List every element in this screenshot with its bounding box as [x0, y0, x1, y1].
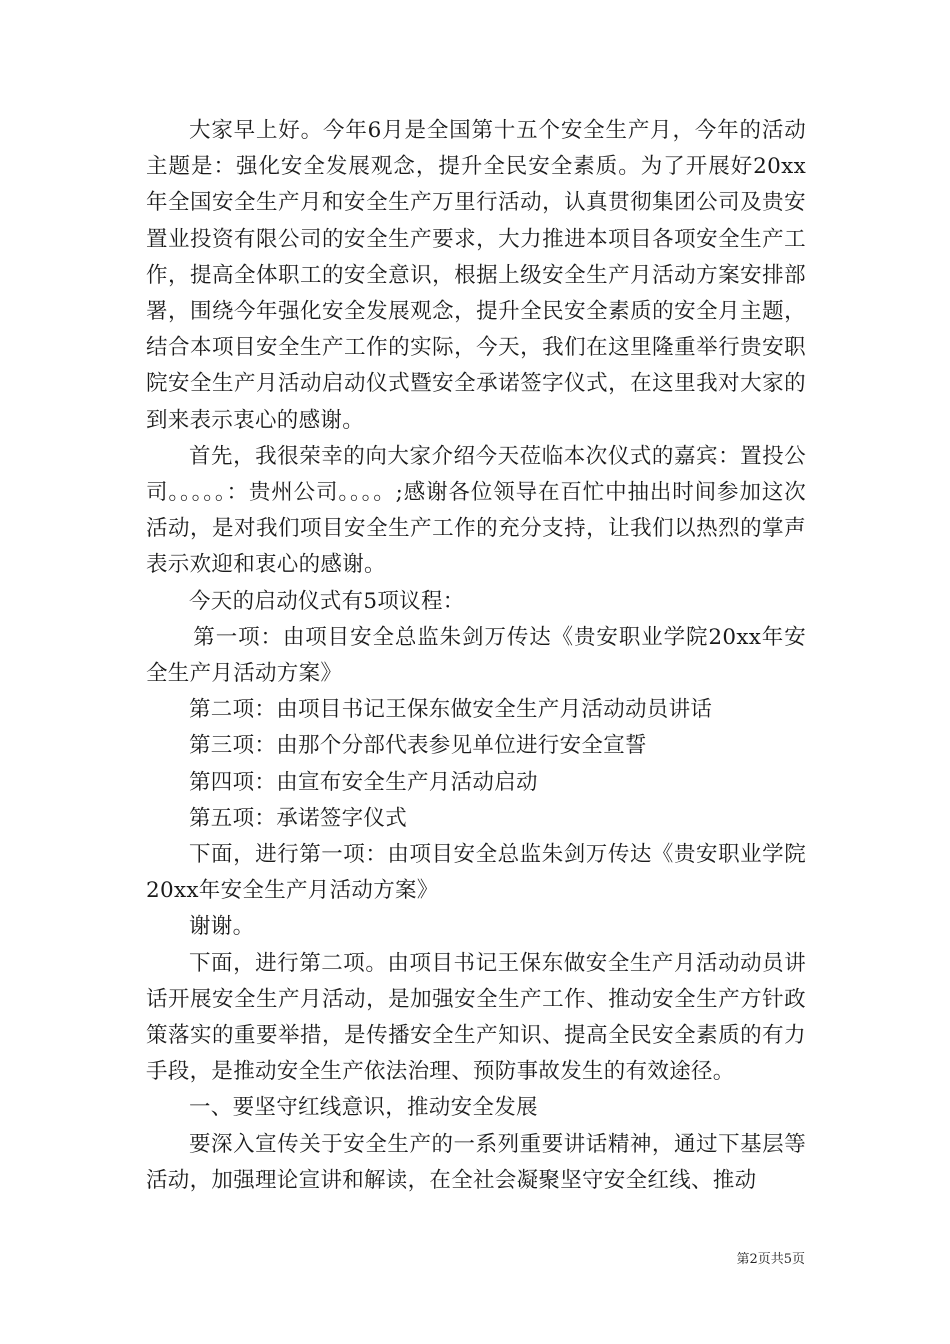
page-number-footer: 第2页共5页	[736, 1252, 805, 1267]
paragraph-thanks: 谢谢。	[189, 914, 255, 940]
agenda-item-4: 第四项：由宣布安全生产月活动启动	[189, 769, 538, 795]
paragraph-agenda-intro: 今天的启动仪式有5项议程：	[189, 588, 465, 614]
paragraph-opening: 大家早上好。今年6月是全国第十五个安全生产月，今年的活动主题是：强化安全发展观念，提升全民安全素质。为了开展好20xx年全国安全生产月和安全生产万里行活动，认真贯彻集团公司及贵安置业投资有限公司的安全生产要求，大力推进本项目各项安全生产工作，提高全体职工的安全意识，根据上级安全生产月活动方案安排部署，围绕今年强化安全发展观念，提升全民安全素质的安全月主题，结合本项目安全生产工作的实际，今天，我们在这里隆重举行贵安职院安全生产月活动启动仪式暨安全承诺签字仪式，在这里我对大家的到来表示衷心的感谢。	[146, 118, 806, 433]
paragraph-step-two: 下面，进行第二项。由项目书记王保东做安全生产月活动动员讲话开展安全生产月活动，是加强安全生产工作、推动安全生产方针政策落实的重要举措，是传播安全生产知识、提高全民安全素质的有力手段，是推动安全生产依法治理、预防事故发生的有效途径。	[146, 950, 806, 1085]
agenda-item-3: 第三项：由那个分部代表参见单位进行安全宣誓	[189, 733, 647, 759]
agenda-item-5: 第五项：承诺签字仪式	[189, 805, 408, 831]
paragraph-section-1-body: 要深入宣传关于安全生产的一系列重要讲话精神，通过下基层等活动，加强理论宣讲和解读，在全社会凝聚坚守安全红线、推动	[146, 1131, 806, 1193]
agenda-item-2: 第二项：由项目书记王保东做安全生产月活动动员讲话	[189, 697, 713, 723]
paragraph-step-one: 下面，进行第一项：由项目安全总监朱剑万传达《贵安职业学院20xx年安全生产月活动方案》	[146, 842, 806, 904]
section-heading-1: 一、要坚守红线意识，推动安全发展	[189, 1095, 538, 1121]
document-body	[146, 113, 806, 1199]
agenda-item-1: 第一项：由项目安全总监朱剑万传达《贵安职业学院20xx年安全生产月活动方案》	[146, 624, 806, 687]
paragraph-guests: 首先，我很荣幸的向大家介绍今天莅临本次仪式的嘉宾：置投公司。。。。。：贵州公司。。。。;感谢各位领导在百忙中抽出时间参加这次活动，是对我们项目安全生产工作的充分支持，让我们以热烈的掌声表示欢迎和衷心的感谢。	[146, 443, 806, 578]
